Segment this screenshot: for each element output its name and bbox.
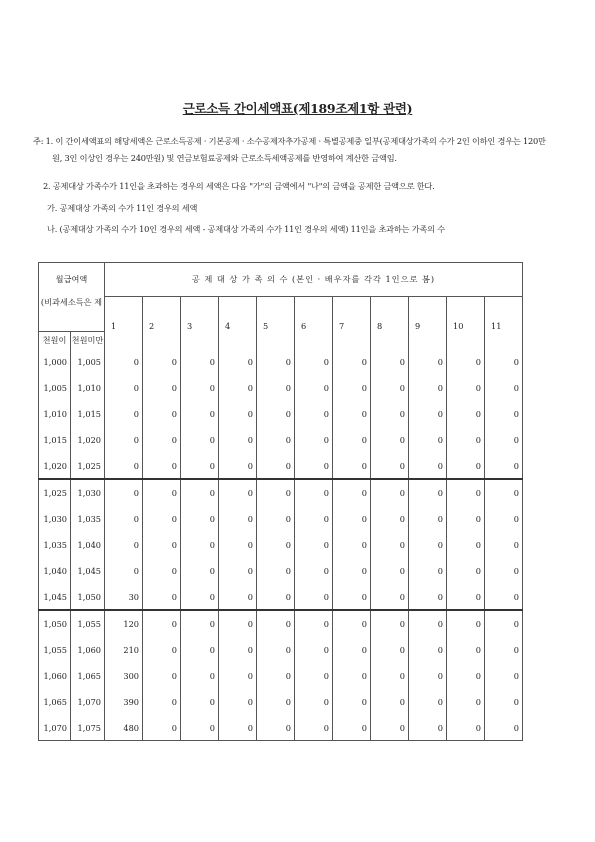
note-2: 2. 공제대상 가족수가 11인을 초과하는 경우의 세액은 다음 "가"의 금액에서 "나"의 금액을 공제한 금액으로 한다.: [43, 181, 435, 191]
tax-amount-cell: 0: [485, 558, 523, 584]
tax-amount-cell: 0: [447, 715, 485, 741]
tax-amount-cell: 0: [257, 558, 295, 584]
tax-amount-cell: 0: [295, 532, 333, 558]
tax-amount-cell: 0: [257, 532, 295, 558]
tax-amount-cell: 0: [485, 663, 523, 689]
tax-amount-cell: 0: [143, 558, 181, 584]
tax-amount-cell: 0: [485, 350, 523, 376]
tax-amount-cell: 0: [447, 427, 485, 453]
tax-amount-cell: 0: [371, 689, 409, 715]
tax-amount-cell: 0: [143, 610, 181, 637]
tax-amount-cell: 0: [181, 506, 219, 532]
tax-amount-cell: 0: [143, 401, 181, 427]
col-header-1: 1: [105, 297, 143, 332]
tax-amount-cell: 0: [105, 401, 143, 427]
tax-amount-cell: 0: [447, 479, 485, 506]
tax-amount-cell: 0: [447, 637, 485, 663]
income-to-cell: 1,060: [71, 637, 105, 663]
tax-amount-cell: 0: [257, 584, 295, 611]
tax-amount-cell: 0: [333, 350, 371, 376]
header-monthly-salary: 월급여액: [39, 263, 105, 297]
tax-amount-cell: 480: [105, 715, 143, 741]
table-row: [39, 715, 523, 741]
tax-amount-cell: 0: [333, 427, 371, 453]
tax-amount-cell: 0: [447, 350, 485, 376]
tax-amount-cell: 0: [447, 663, 485, 689]
income-to-cell: 1,070: [71, 689, 105, 715]
income-to-cell: 1,050: [71, 584, 105, 611]
tax-amount-cell: 0: [181, 584, 219, 611]
tax-amount-cell: 0: [105, 453, 143, 480]
tax-amount-cell: 390: [105, 689, 143, 715]
tax-amount-cell: 0: [295, 663, 333, 689]
tax-amount-cell: 0: [333, 479, 371, 506]
tax-amount-cell: 0: [447, 401, 485, 427]
tax-amount-cell: 0: [371, 350, 409, 376]
tax-amount-cell: 0: [219, 663, 257, 689]
tax-amount-cell: 0: [257, 506, 295, 532]
tax-amount-cell: 0: [333, 375, 371, 401]
tax-amount-cell: 0: [333, 453, 371, 480]
tax-amount-cell: 0: [105, 375, 143, 401]
tax-amount-cell: 0: [257, 401, 295, 427]
income-to-cell: 1,020: [71, 427, 105, 453]
tax-amount-cell: 0: [257, 479, 295, 506]
tax-amount-cell: 0: [409, 453, 447, 480]
tax-amount-cell: 0: [333, 610, 371, 637]
income-from-cell: 1,020: [39, 453, 71, 480]
tax-amount-cell: 0: [181, 663, 219, 689]
tax-amount-cell: 0: [485, 610, 523, 637]
header-dependents-group: 공 제 대 상 가 족 의 수 (본인 · 배우자를 각각 1인으로 봄): [105, 263, 523, 297]
header-nontaxable-note: (비과세소득은 제: [39, 297, 105, 332]
tax-amount-cell: 0: [447, 558, 485, 584]
tax-amount-cell: 0: [181, 479, 219, 506]
tax-amount-cell: 120: [105, 610, 143, 637]
tax-amount-cell: 0: [181, 610, 219, 637]
tax-amount-cell: 0: [409, 479, 447, 506]
col-header-4: 4: [219, 297, 257, 332]
tax-amount-cell: 0: [105, 350, 143, 376]
tax-amount-cell: 0: [371, 401, 409, 427]
income-from-cell: 1,070: [39, 715, 71, 741]
header-to: 천원미만: [71, 331, 105, 350]
income-to-cell: 1,065: [71, 663, 105, 689]
tax-amount-cell: 0: [371, 479, 409, 506]
tax-amount-cell: 0: [105, 558, 143, 584]
tax-amount-cell: 0: [219, 715, 257, 741]
header-from: 천원이: [39, 331, 71, 350]
table-row: [39, 663, 523, 689]
tax-amount-cell: 0: [219, 558, 257, 584]
tax-amount-cell: 0: [371, 715, 409, 741]
tax-amount-cell: 0: [371, 637, 409, 663]
income-to-cell: 1,055: [71, 610, 105, 637]
tax-amount-cell: 0: [295, 479, 333, 506]
tax-amount-cell: 0: [447, 689, 485, 715]
note-1-line-1: 주: 1. 이 간이세액표의 해당세액은 근로소득공제 · 기본공제 · 소수공제자추가공제 · 특별공제중 일부(공제대상가족의 수가 2인 이하인 경우는 120만: [33, 136, 546, 146]
tax-amount-cell: 0: [409, 375, 447, 401]
tax-amount-cell: 0: [143, 715, 181, 741]
income-from-cell: 1,015: [39, 427, 71, 453]
tax-amount-cell: 0: [333, 506, 371, 532]
table-row: [39, 558, 523, 584]
tax-amount-cell: 0: [143, 506, 181, 532]
table-row: [39, 375, 523, 401]
income-from-cell: 1,050: [39, 610, 71, 637]
tax-amount-cell: 0: [409, 350, 447, 376]
tax-amount-cell: 0: [371, 610, 409, 637]
table-row: [39, 401, 523, 427]
tax-amount-cell: 0: [181, 427, 219, 453]
income-from-cell: 1,025: [39, 479, 71, 506]
document-title: 근로소득 간이세액표(제189조제1항 관련): [182, 101, 413, 116]
tax-amount-cell: 0: [257, 715, 295, 741]
income-to-cell: 1,010: [71, 375, 105, 401]
col-header-2: 2: [143, 297, 181, 332]
tax-amount-cell: 0: [219, 350, 257, 376]
tax-amount-cell: 0: [409, 506, 447, 532]
tax-amount-cell: 0: [143, 479, 181, 506]
tax-amount-cell: 0: [181, 350, 219, 376]
tax-amount-cell: 0: [143, 663, 181, 689]
income-from-cell: 1,040: [39, 558, 71, 584]
tax-amount-cell: 210: [105, 637, 143, 663]
tax-amount-cell: 0: [485, 479, 523, 506]
tax-amount-cell: 0: [257, 689, 295, 715]
tax-amount-cell: 0: [219, 401, 257, 427]
tax-amount-cell: 0: [409, 427, 447, 453]
tax-amount-cell: 0: [333, 532, 371, 558]
note-1-line-2: 원, 3인 이상인 경우는 240만원) 및 연금보험료공제와 근로소득세액공제를 반영하여 계산한 금액임.: [52, 153, 397, 163]
col-header-9: 9: [409, 297, 447, 332]
tax-amount-cell: 0: [257, 350, 295, 376]
income-to-cell: 1,025: [71, 453, 105, 480]
tax-amount-cell: 0: [447, 584, 485, 611]
income-to-cell: 1,015: [71, 401, 105, 427]
table-row: [39, 637, 523, 663]
tax-amount-cell: 0: [371, 558, 409, 584]
income-to-cell: 1,045: [71, 558, 105, 584]
tax-amount-cell: 0: [219, 375, 257, 401]
tax-amount-cell: 0: [219, 637, 257, 663]
tax-amount-cell: 0: [143, 637, 181, 663]
tax-amount-cell: 0: [219, 532, 257, 558]
income-from-cell: 1,060: [39, 663, 71, 689]
income-from-cell: 1,065: [39, 689, 71, 715]
tax-amount-cell: 0: [485, 715, 523, 741]
tax-amount-cell: 0: [143, 453, 181, 480]
tax-amount-cell: 0: [333, 558, 371, 584]
note-2-ga: 가. 공제대상 가족의 수가 11인 경우의 세액: [47, 203, 198, 213]
tax-amount-cell: 0: [447, 532, 485, 558]
table-row: [39, 584, 523, 611]
tax-amount-cell: 0: [333, 689, 371, 715]
tax-amount-cell: 0: [181, 375, 219, 401]
tax-amount-cell: 0: [295, 715, 333, 741]
col-header-11: 11: [485, 297, 523, 332]
table-row: [39, 610, 523, 637]
tax-amount-cell: 0: [409, 584, 447, 611]
tax-amount-cell: 0: [295, 558, 333, 584]
table-row: [39, 350, 523, 376]
tax-amount-cell: 0: [257, 427, 295, 453]
income-from-cell: 1,045: [39, 584, 71, 611]
tax-amount-cell: 0: [257, 453, 295, 480]
tax-amount-cell: 0: [105, 427, 143, 453]
income-to-cell: 1,075: [71, 715, 105, 741]
tax-amount-cell: 0: [105, 479, 143, 506]
tax-amount-cell: 0: [181, 637, 219, 663]
tax-amount-cell: 0: [409, 610, 447, 637]
tax-amount-cell: 0: [143, 350, 181, 376]
income-to-cell: 1,030: [71, 479, 105, 506]
tax-amount-cell: 0: [485, 375, 523, 401]
tax-amount-cell: 0: [105, 506, 143, 532]
tax-amount-cell: 0: [485, 427, 523, 453]
tax-amount-cell: 0: [447, 453, 485, 480]
tax-amount-cell: 30: [105, 584, 143, 611]
tax-amount-cell: 0: [219, 584, 257, 611]
table-row: [39, 427, 523, 453]
income-from-cell: 1,000: [39, 350, 71, 376]
tax-amount-cell: 0: [295, 427, 333, 453]
tax-amount-cell: 0: [485, 689, 523, 715]
tax-amount-cell: 0: [219, 479, 257, 506]
tax-amount-cell: 0: [181, 401, 219, 427]
table-row: [39, 532, 523, 558]
tax-amount-cell: 0: [409, 663, 447, 689]
tax-amount-cell: 0: [181, 558, 219, 584]
tax-amount-cell: 0: [295, 637, 333, 663]
tax-amount-cell: 0: [181, 689, 219, 715]
tax-amount-cell: 0: [333, 584, 371, 611]
income-to-cell: 1,035: [71, 506, 105, 532]
tax-amount-cell: 0: [485, 506, 523, 532]
income-from-cell: 1,055: [39, 637, 71, 663]
tax-amount-cell: 0: [295, 453, 333, 480]
tax-amount-cell: 0: [447, 375, 485, 401]
tax-amount-cell: 0: [409, 532, 447, 558]
col-header-8: 8: [371, 297, 409, 332]
table-row: [39, 479, 523, 506]
tax-amount-cell: 0: [105, 532, 143, 558]
tax-amount-cell: 0: [219, 453, 257, 480]
tax-amount-cell: 0: [371, 453, 409, 480]
tax-amount-cell: 0: [409, 715, 447, 741]
tax-amount-cell: 0: [371, 663, 409, 689]
tax-amount-cell: 0: [295, 584, 333, 611]
income-from-cell: 1,035: [39, 532, 71, 558]
col-header-3: 3: [181, 297, 219, 332]
income-to-cell: 1,040: [71, 532, 105, 558]
tax-amount-cell: 0: [371, 532, 409, 558]
tax-amount-cell: 0: [447, 610, 485, 637]
tax-amount-cell: 0: [409, 558, 447, 584]
tax-amount-cell: 0: [409, 401, 447, 427]
tax-amount-cell: 0: [257, 637, 295, 663]
tax-amount-cell: 0: [143, 375, 181, 401]
tax-amount-cell: 0: [257, 610, 295, 637]
income-from-cell: 1,030: [39, 506, 71, 532]
tax-amount-cell: 0: [447, 506, 485, 532]
tax-amount-cell: 0: [371, 375, 409, 401]
tax-amount-cell: 0: [257, 663, 295, 689]
tax-amount-cell: 0: [219, 506, 257, 532]
tax-amount-cell: 0: [333, 401, 371, 427]
table-row: [39, 506, 523, 532]
col-header-5: 5: [257, 297, 295, 332]
tax-amount-cell: 0: [143, 689, 181, 715]
tax-amount-cell: 0: [295, 506, 333, 532]
tax-amount-cell: 0: [143, 584, 181, 611]
tax-amount-cell: 0: [295, 610, 333, 637]
tax-amount-cell: 0: [485, 637, 523, 663]
tax-amount-cell: 300: [105, 663, 143, 689]
tax-amount-cell: 0: [219, 427, 257, 453]
table-row: [39, 453, 523, 480]
tax-amount-cell: 0: [409, 637, 447, 663]
tax-amount-cell: 0: [371, 584, 409, 611]
tax-amount-cell: 0: [333, 637, 371, 663]
col-header-10: 10: [447, 297, 485, 332]
tax-table: [38, 262, 523, 741]
tax-amount-cell: 0: [409, 689, 447, 715]
tax-amount-cell: 0: [143, 427, 181, 453]
tax-amount-cell: 0: [295, 689, 333, 715]
tax-amount-cell: 0: [295, 350, 333, 376]
tax-amount-cell: 0: [333, 663, 371, 689]
income-from-cell: 1,005: [39, 375, 71, 401]
tax-amount-cell: 0: [371, 506, 409, 532]
tax-amount-cell: 0: [181, 453, 219, 480]
income-to-cell: 1,005: [71, 350, 105, 376]
tax-amount-cell: 0: [143, 532, 181, 558]
tax-amount-cell: 0: [371, 427, 409, 453]
tax-amount-cell: 0: [485, 532, 523, 558]
tax-amount-cell: 0: [485, 453, 523, 480]
tax-amount-cell: 0: [219, 610, 257, 637]
tax-amount-cell: 0: [295, 401, 333, 427]
income-from-cell: 1,010: [39, 401, 71, 427]
col-header-7: 7: [333, 297, 371, 332]
col-header-6: 6: [295, 297, 333, 332]
tax-amount-cell: 0: [485, 401, 523, 427]
note-2-na: 나. (공제대상 가족의 수가 10인 경우의 세액 - 공제대상 가족의 수가 11인 경우의 세액) 11인을 초과하는 가족의 수: [47, 224, 445, 234]
tax-amount-cell: 0: [295, 375, 333, 401]
tax-amount-cell: 0: [181, 532, 219, 558]
tax-amount-cell: 0: [333, 715, 371, 741]
table-row: [39, 689, 523, 715]
tax-amount-cell: 0: [485, 584, 523, 611]
tax-amount-cell: 0: [219, 689, 257, 715]
tax-amount-cell: 0: [257, 375, 295, 401]
tax-amount-cell: 0: [181, 715, 219, 741]
